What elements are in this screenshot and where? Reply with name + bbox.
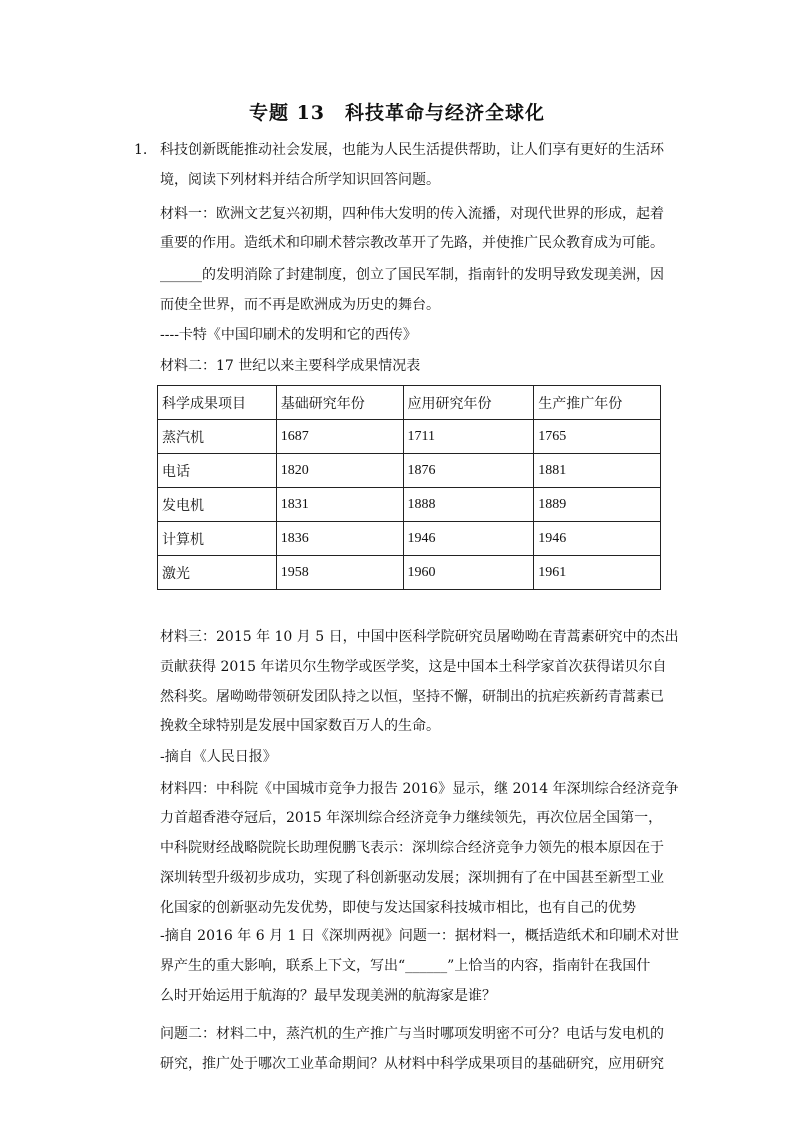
material1-line: 材料一：欧洲文艺复兴初期，四种伟大发明的传入流播，对现代世界的形成，起着 xyxy=(160,206,664,222)
table-header-row xyxy=(158,386,661,420)
material4-line: 中科院财经战略院院长助理倪鹏飞表示：深圳综合经济竞争力领先的根本原因在于 xyxy=(160,840,664,856)
table-cell: 1881 xyxy=(534,454,661,488)
material1-source: ----卡特《中国印刷术的发明和它的西传》 xyxy=(160,327,417,343)
question1-line: -摘自 2016 年 6 月 1 日《深圳两视》问题一：据材料一，概括造纸术和印刷术对世 xyxy=(160,928,679,944)
table-row xyxy=(158,454,661,488)
question2-line: 研究，推广处于哪次工业革命期间？从材料中科学成果项目的基础研究，应用研究 xyxy=(160,1056,664,1072)
table-cell: 1888 xyxy=(403,488,534,522)
table-cell: 计算机 xyxy=(158,522,277,556)
material1-line: 而使全世界，而不再是欧洲成为历史的舞台。 xyxy=(160,297,440,313)
table-cell: 1711 xyxy=(403,420,534,454)
table-cell: 1820 xyxy=(276,454,403,488)
table-row xyxy=(158,420,661,454)
table-cell: 1889 xyxy=(534,488,661,522)
table-cell: 1960 xyxy=(403,556,534,590)
table-cell: 1946 xyxy=(534,522,661,556)
intro-line: 科技创新既能推动社会发展，也能为人民生活提供帮助，让人们享有更好的生活环 xyxy=(160,142,664,158)
table-cell: 1836 xyxy=(276,522,403,556)
table-cell: 1876 xyxy=(403,454,534,488)
table-cell: 1687 xyxy=(276,420,403,454)
material2-heading: 材料二：17 世纪以来主要科学成果情况表 xyxy=(160,358,421,374)
table-cell: 激光 xyxy=(158,556,277,590)
table-row xyxy=(158,488,661,522)
material1-line: ______的发明消除了封建制度，创立了国民军制，指南针的发明导致发现美洲，因 xyxy=(160,267,664,283)
material3-line: 挽救全球特别是发展中国家数百万人的生命。 xyxy=(160,718,440,734)
table-row xyxy=(158,556,661,590)
table-cell: 1831 xyxy=(276,488,403,522)
table-cell: 1765 xyxy=(534,420,661,454)
table-cell: 发电机 xyxy=(158,488,277,522)
question1-line: 么时开始运用于航海的？最早发现美洲的航海家是谁？ xyxy=(160,988,496,1004)
table-header-cell: 科学成果项目 xyxy=(158,386,277,420)
table-header-cell: 基础研究年份 xyxy=(276,386,403,420)
material3-line: 材料三：2015 年 10 月 5 日，中国中医科学院研究员屠呦呦在青蒿素研究中的杰出 xyxy=(160,629,679,645)
intro-line: 境，阅读下列材料并结合所学知识回答问题。 xyxy=(160,172,440,188)
table-cell: 1961 xyxy=(534,556,661,590)
material4-line: 深圳转型升级初步成功，实现了科创新驱动发展；深圳拥有了在中国甚至新型工业 xyxy=(160,870,664,886)
science-results-table xyxy=(157,385,661,590)
page-title: 专题 13 科技革命与经济全球化 xyxy=(248,102,546,124)
material4-line: 化国家的创新驱动先发优势，即使与发达国家科技城市相比，也有自己的优势 xyxy=(160,900,636,916)
table-cell: 电话 xyxy=(158,454,277,488)
material3-line: 然科奖。屠呦呦带领研发团队持之以恒，坚持不懈，研制出的抗疟疾新药青蒿素已 xyxy=(160,689,664,705)
table-cell: 1958 xyxy=(276,556,403,590)
question1-line: 界产生的重大影响，联系上下文，写出“______”上恰当的内容，指南针在我国什 xyxy=(160,958,651,974)
table-header-cell: 应用研究年份 xyxy=(403,386,534,420)
material4-line: 材料四：中科院《中国城市竞争力报告 2016》显示，继 2014 年深圳综合经济竞争 xyxy=(160,781,679,797)
material4-line: 力首超香港夺冠后，2015 年深圳综合经济竞争力继续领先，再次位居全国第一， xyxy=(160,810,663,826)
material3-line: 贡献获得 2015 年诺贝尔生物学或医学奖，这是中国本土科学家首次获得诺贝尔自 xyxy=(160,659,667,675)
table-cell: 蒸汽机 xyxy=(158,420,277,454)
material3-source: -摘自《人民日报》 xyxy=(160,749,277,765)
table-cell: 1946 xyxy=(403,522,534,556)
question2-line: 问题二：材料二中，蒸汽机的生产推广与当时哪项发明密不可分？电话与发电机的 xyxy=(160,1026,664,1042)
table-row xyxy=(158,522,661,556)
question-number: 1. xyxy=(134,142,148,158)
material1-line: 重要的作用。造纸术和印刷术替宗教改革开了先路，并使推广民众教育成为可能。 xyxy=(160,235,664,251)
table-header-cell: 生产推广年份 xyxy=(534,386,661,420)
